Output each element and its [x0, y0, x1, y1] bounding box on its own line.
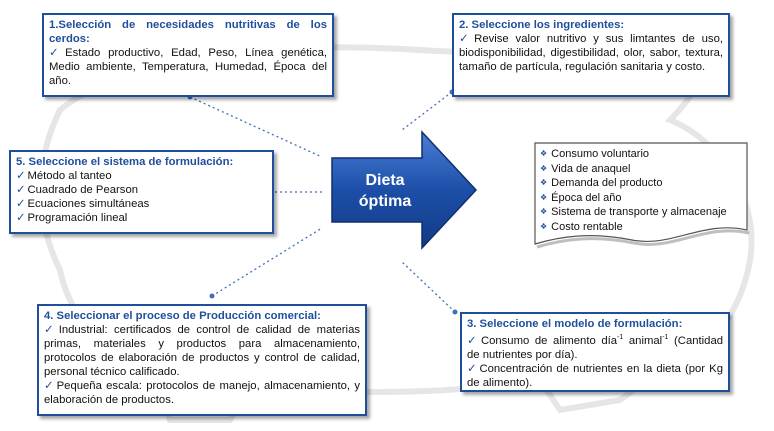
box-formulation-model-title: 3. Seleccione el modelo de formulación:	[467, 318, 683, 330]
list-item: ❖ Costo rentable	[540, 220, 623, 233]
check-icon: ✓	[44, 324, 57, 336]
flag-list-container	[540, 147, 750, 234]
diamond-bullet-icon: ❖	[540, 192, 548, 202]
diamond-bullet-icon: ❖	[540, 178, 548, 187]
check-icon: ✓	[16, 212, 26, 224]
center-label-line1: Dieta	[365, 172, 405, 189]
list-item: ❖ Sistema de transporte y almacenaje	[540, 206, 727, 218]
center-label-line2: óptima	[358, 193, 412, 210]
production-item-industrial: ✓ Industrial: certificados de control de calidad de materias primas, materiales y productos para almacenamiento, protocolos de elaboración de productos y control de calidad, personal técnico calificado.	[44, 324, 360, 378]
box-nutritional-needs	[42, 13, 334, 97]
check-icon: ✓	[16, 184, 26, 196]
check-icon: ✓	[459, 33, 473, 45]
check-icon: ✓	[467, 334, 479, 347]
list-item: ❖ Vida de anaquel	[540, 162, 631, 175]
check-icon: ✓	[16, 198, 26, 210]
box-production-process	[37, 304, 367, 416]
list-item: ❖ Consumo voluntario	[540, 148, 650, 160]
check-icon: ✓	[16, 170, 26, 182]
system-item: ✓ Cuadrado de Pearson	[16, 184, 139, 196]
system-item: ✓ Método al tanteo	[16, 170, 112, 182]
model-item-consumption: ✓ Consumo de alimento día$^{-1}$ animal$^{-1}$ (Cantidad de nutrientes por día).	[467, 334, 724, 361]
model-item-concentration: ✓ Concentración de nutrientes en la dieta (por Kg de alimento).	[467, 362, 723, 389]
check-icon: ✓	[49, 47, 64, 59]
flag-list	[540, 147, 750, 234]
list-item: ❖ Demanda del producto	[540, 177, 663, 189]
box-nutritional-needs-title: 1.Selección de necesidades nutritivas de los cerdos:	[49, 19, 327, 45]
check-icon: ✓	[467, 362, 478, 375]
box-nutritional-needs-text: ✓ Estado productivo, Edad, Peso, Línea genética, Medio ambiente, Temperatura, Humedad, Época del año.	[49, 47, 328, 87]
center-label	[330, 170, 440, 212]
box-formulation-system	[9, 150, 274, 234]
box-ingredients-text: ✓ Revise valor nutritivo y sus limtantes de uso, biodisponibilidad, digestibilidad, olor, sabor, textura, tamaño de partícula, regulación sanitaria y costo.	[459, 33, 723, 73]
production-item-small-scale: ✓ Pequeña escala: protocolos de manejo, almacenamiento, y elaboración de productos.	[44, 380, 360, 406]
list-item: ❖ Época del año	[540, 191, 622, 204]
box-ingredients-title: 2. Seleccione los ingredientes:	[459, 19, 625, 31]
diamond-bullet-icon: ❖	[540, 221, 548, 231]
system-item: ✓ Programación lineal	[16, 212, 128, 224]
box-formulation-system-title: 5. Seleccione el sistema de formulación:	[16, 156, 234, 168]
diamond-bullet-icon: ❖	[540, 207, 548, 216]
diamond-bullet-icon: ❖	[540, 149, 548, 158]
box-ingredients	[452, 13, 730, 97]
box-production-process-title: 4. Seleccionar el proceso de Producción comercial:	[44, 310, 321, 322]
system-item: ✓ Ecuaciones simultáneas	[16, 198, 150, 210]
check-icon: ✓	[44, 380, 55, 392]
diamond-bullet-icon: ❖	[540, 163, 548, 173]
box-formulation-model	[460, 312, 730, 392]
